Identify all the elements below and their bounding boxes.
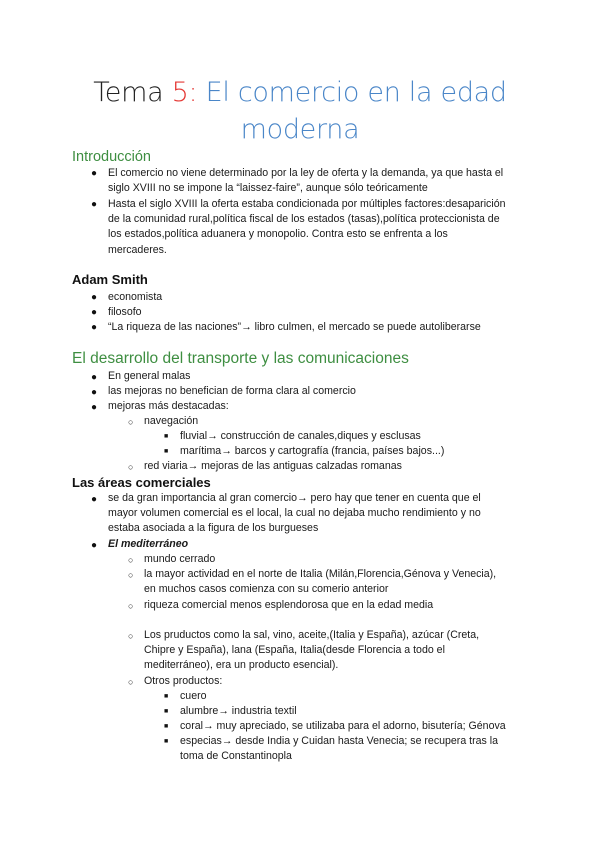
list-item: marítima→ barcos y cartografía (francia, países bajos...) — [180, 445, 445, 457]
list-item: red viaria→ mejoras de las antiguas calzadas romanas — [144, 460, 402, 472]
bullet-square: ■ — [164, 693, 169, 700]
bullet-circle: ○ — [128, 555, 134, 565]
list-item: Hasta el siglo XVIII la oferta estaba condicionada por múltiples factores:desaparición de la comunidad rural,política fiscal de los estados (tasas),política proteccionista de los estados,política aduanera y monopolio. Contra esto se enfrenta a los mercaderes. — [108, 198, 506, 256]
list-item: mejoras más destacadas: — [108, 400, 229, 412]
list-item: En general malas — [108, 370, 191, 382]
bullet-circle: ○ — [128, 570, 134, 580]
heading-adam-smith: Adam Smith — [72, 272, 148, 287]
bullet-disc: ● — [91, 387, 98, 398]
list-item: cuero — [180, 690, 207, 702]
subheading-mediterraneo: El mediterráneo — [108, 538, 189, 550]
bullet-square: ■ — [164, 738, 169, 745]
bullet-square: ■ — [164, 448, 169, 455]
list-item: economista — [108, 291, 163, 303]
bullet-disc: ● — [91, 322, 98, 333]
list-item: Los pruductos como la sal, vino, aceite,(Italia y España), azúcar (Creta, Chipre y España), lana (España, Italia(desde Florencia a todo el mediterráneo), era un producto esencial). — [144, 629, 480, 672]
bullet-disc: ● — [91, 540, 98, 551]
page-title — [60, 74, 540, 148]
bullet-disc: ● — [91, 494, 98, 505]
list-item: El comercio no viene determinado por la ley de oferta y la demanda, ya que hasta el siglo XVIII no se impone la “laissez-faire”, aunque sólo teóricamente — [108, 167, 504, 195]
list-item: se da gran importancia al gran comercio→ pero hay que tener en cuenta que el mayor volumen comercial es el local, la cual no dejaba mucho rendimiento y no estaba asociada a la figura de los burgueses — [108, 492, 481, 535]
bullet-circle: ○ — [128, 417, 134, 427]
bullet-disc: ● — [91, 292, 98, 303]
bullet-circle: ○ — [128, 462, 134, 472]
heading-introduccion: Introducción — [72, 149, 151, 165]
bullet-circle: ○ — [128, 631, 134, 641]
bullet-disc: ● — [91, 372, 98, 383]
bullet-disc: ● — [91, 199, 98, 210]
list-item: riqueza comercial menos esplendorosa que en la edad media — [144, 599, 434, 611]
heading-areas-comerciales: Las áreas comerciales — [72, 475, 211, 490]
list-item: filosofo — [108, 306, 142, 318]
bullet-disc: ● — [91, 402, 98, 413]
title-line1: El comercio en la edad — [197, 77, 507, 108]
list-item: Otros productos: — [144, 675, 223, 687]
bullet-circle: ○ — [128, 677, 134, 687]
bullet-square: ■ — [164, 433, 169, 440]
bullet-circle: ○ — [128, 601, 134, 611]
list-item: coral→ muy apreciado, se utilizaba para el adorno, bisutería; Génova — [180, 720, 506, 732]
list-item: la mayor actividad en el norte de Italia (Milán,Florencia,Génova y Venecia), en muchos casos comienza con su comerio anterior — [144, 568, 497, 596]
title-prefix: Tema — [93, 77, 172, 108]
title-line2: moderna — [240, 114, 360, 145]
bullet-square: ■ — [164, 708, 169, 715]
heading-transporte: El desarrollo del transporte y las comunicaciones — [72, 350, 409, 367]
list-item: alumbre→ industria textil — [180, 705, 297, 717]
list-item: las mejoras no benefician de forma clara al comercio — [108, 385, 356, 397]
list-item: “La riqueza de las naciones”→ libro culmen, el mercado se puede autoliberarse — [108, 321, 481, 333]
list-item: fluvial→ construcción de canales,diques y esclusas — [180, 430, 421, 442]
bullet-disc: ● — [91, 307, 98, 318]
bullet-disc: ● — [91, 168, 98, 179]
list-item: navegación — [144, 415, 199, 427]
bullet-square: ■ — [164, 723, 169, 730]
list-item: especias→ desde India y Cuidan hasta Venecia; se recupera tras la toma de Constantinopla — [180, 735, 499, 763]
title-number: 5: — [171, 77, 198, 108]
list-item: mundo cerrado — [144, 553, 216, 565]
